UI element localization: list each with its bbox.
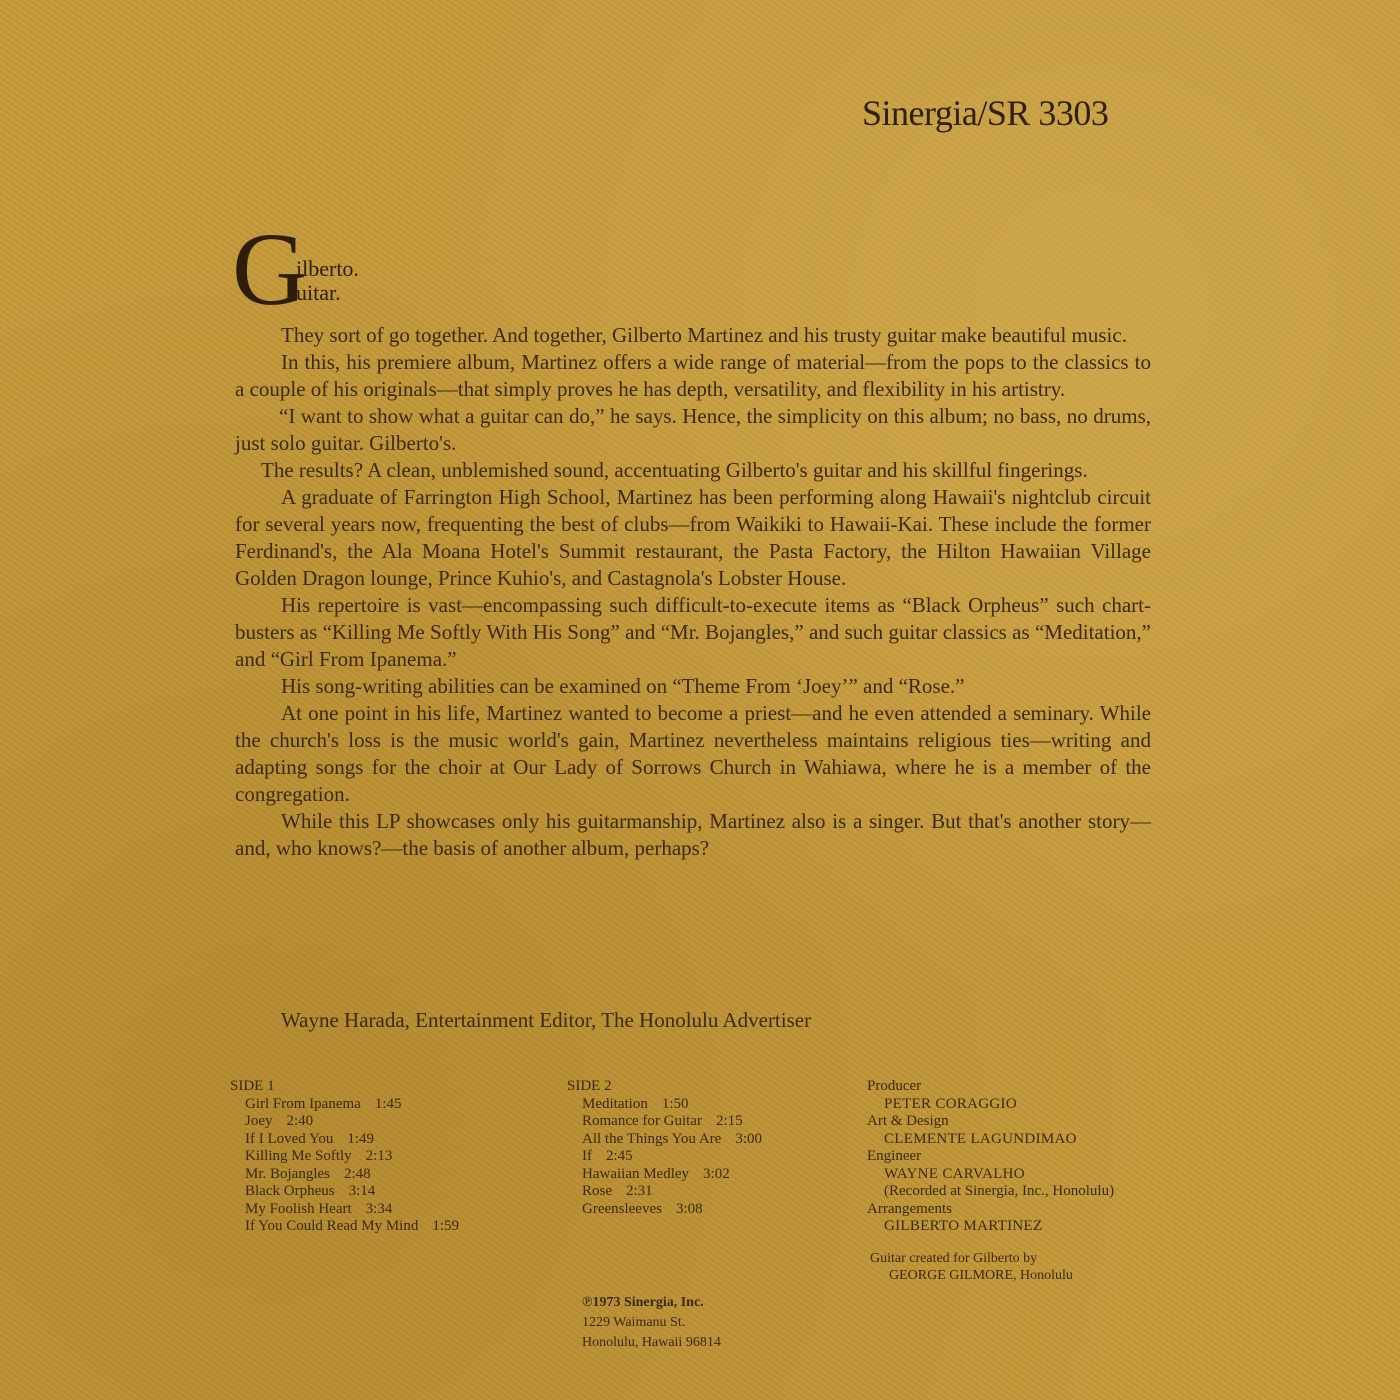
paragraph: His repertoire is vast—encompassing such difficult-to-execute items as “Black Orpheus” such chart-busters as “Killing Me Softly With His Song” and “Mr. Bojangles,” and such guitar classics as “Meditation,” and “Girl From Ipanema.” — [235, 593, 1151, 671]
guitar-maker: GEORGE GILMORE, Honolulu — [889, 1268, 1073, 1283]
track-item — [245, 1166, 459, 1184]
side-2-tracklist — [567, 1078, 762, 1218]
heading-line-1: ilberto. — [296, 256, 359, 281]
guitar-credit — [870, 1250, 1073, 1284]
paragraph: His song-writing abilities can be examined on “Theme From ‘Joey’” and “Rose.” — [281, 674, 965, 698]
paragraph: In this, his premiere album, Martinez offers a wide range of material—from the pops to the classics to a couple of his originals—that simply proves he has depth, versatility, and flexibility in his artistry. — [235, 350, 1151, 401]
track-item — [582, 1201, 762, 1219]
guitar-credit-line: Guitar created for Gilberto by — [870, 1251, 1038, 1266]
track-time: 2:31 — [626, 1183, 653, 1199]
paragraph: “I want to show what a guitar can do,” he says. Hence, the simplicity on this album; no bass, no drums, just solo guitar. Gilberto's. — [235, 404, 1151, 455]
track-item — [582, 1131, 762, 1149]
address-line: 1229 Waimanu St. — [582, 1315, 686, 1330]
credit-name: PETER CORAGGIO — [884, 1095, 1017, 1112]
track-title: Meditation — [582, 1095, 648, 1112]
drop-cap: G — [232, 212, 308, 327]
track-title: Rose — [582, 1183, 612, 1199]
track-title: Girl From Ipanema — [245, 1095, 361, 1112]
track-item — [245, 1201, 459, 1219]
track-time: 1:50 — [661, 1095, 689, 1112]
heading-line-2: uitar. — [296, 280, 341, 305]
paragraph: The results? A clean, unblemished sound, accentuating Gilberto's guitar and his skillful fingerings. — [261, 458, 1088, 482]
liner-notes — [235, 322, 1151, 862]
credit-role: Art & Design — [867, 1113, 949, 1129]
credit-name: GILBERTO MARTINEZ — [884, 1218, 1043, 1234]
track-time: 1:45 — [374, 1095, 402, 1112]
track-item — [582, 1096, 762, 1114]
track-item — [245, 1183, 459, 1201]
track-title: If You Could Read My Mind — [245, 1218, 419, 1234]
track-title: My Foolish Heart — [245, 1200, 352, 1217]
track-time: 2:15 — [715, 1113, 743, 1129]
track-title: Black Orpheus — [245, 1183, 335, 1199]
track-item — [245, 1096, 459, 1114]
track-time: 3:08 — [675, 1200, 703, 1217]
credit-role: Arrangements — [867, 1200, 952, 1217]
track-title: Mr. Bojangles — [245, 1165, 330, 1182]
credit-role: Producer — [867, 1078, 922, 1094]
track-title: Hawaiian Medley — [582, 1165, 690, 1182]
track-title: Romance for Guitar — [582, 1113, 702, 1129]
track-title: Joey — [245, 1113, 273, 1129]
paragraph: A graduate of Farrington High School, Martinez has been performing along Hawaii's nightclub circuit for several years now, frequenting the best of clubs—from Waikiki to Hawaii-Kai. These include the former Ferdinand's, the Ala Moana Hotel's Summit restaurant, the Pasta Factory, the Hilton Hawaiian Village Golden Dragon lounge, Prince Kuhio's, and Castagnola's Lobster House. — [235, 485, 1151, 590]
track-time: 2:45 — [606, 1148, 633, 1164]
track-title: Greensleeves — [582, 1200, 662, 1217]
track-time: 3:00 — [735, 1130, 762, 1147]
track-time: 2:48 — [344, 1165, 371, 1182]
track-time: 1:49 — [347, 1130, 375, 1147]
credits — [867, 1078, 1114, 1236]
track-item — [245, 1131, 459, 1149]
track-time: 3:34 — [365, 1200, 393, 1217]
credit-name: WAYNE CARVALHO — [884, 1165, 1025, 1182]
paragraph: At one point in his life, Martinez wanted to become a priest—and he even attended a seminary. While the church's loss is the music world's gain, Martinez nevertheless maintains religious ties—writing and adapting songs for the choir at Our Lady of Sorrows Church in Wahiawa, where he is a member of the congregation. — [235, 701, 1151, 806]
credit-role: Engineer — [867, 1148, 922, 1164]
track-item — [582, 1166, 762, 1184]
track-item — [582, 1148, 762, 1166]
address-line: Honolulu, Hawaii 96814 — [582, 1335, 721, 1350]
copyright-line: ℗1973 Sinergia, Inc. — [582, 1295, 704, 1310]
track-title: All the Things You Are — [582, 1130, 722, 1147]
copyright-block — [582, 1293, 721, 1353]
track-title: If I Loved You — [245, 1130, 334, 1147]
track-item — [582, 1113, 762, 1131]
track-time: 1:59 — [432, 1218, 460, 1234]
track-time: 2:40 — [286, 1113, 314, 1129]
side-2-title: SIDE 2 — [567, 1078, 612, 1094]
track-time: 3:14 — [348, 1183, 376, 1199]
track-item — [245, 1218, 459, 1236]
track-time: 3:02 — [703, 1165, 730, 1182]
track-title: If — [582, 1148, 592, 1164]
track-time: 2:13 — [365, 1148, 393, 1164]
track-item — [245, 1148, 459, 1166]
track-item — [582, 1183, 762, 1201]
credit-name: CLEMENTE LAGUNDIMAO — [884, 1130, 1077, 1147]
side-1-tracklist — [230, 1078, 459, 1236]
credit-note: (Recorded at Sinergia, Inc., Honolulu) — [884, 1183, 1115, 1199]
paragraph: They sort of go together. And together, Gilberto Martinez and his trusty guitar make beautiful music. — [281, 323, 1127, 347]
track-title: Killing Me Softly — [245, 1148, 352, 1164]
side-1-title: SIDE 1 — [230, 1078, 275, 1094]
track-item — [245, 1113, 459, 1131]
byline: Wayne Harada, Entertainment Editor, The Honolulu Advertiser — [281, 1008, 812, 1032]
catalog-number: Sinergia/SR 3303 — [862, 93, 1109, 133]
paragraph: While this LP showcases only his guitarmanship, Martinez also is a singer. But that's another story—and, who knows?—the basis of another album, perhaps? — [235, 809, 1151, 860]
